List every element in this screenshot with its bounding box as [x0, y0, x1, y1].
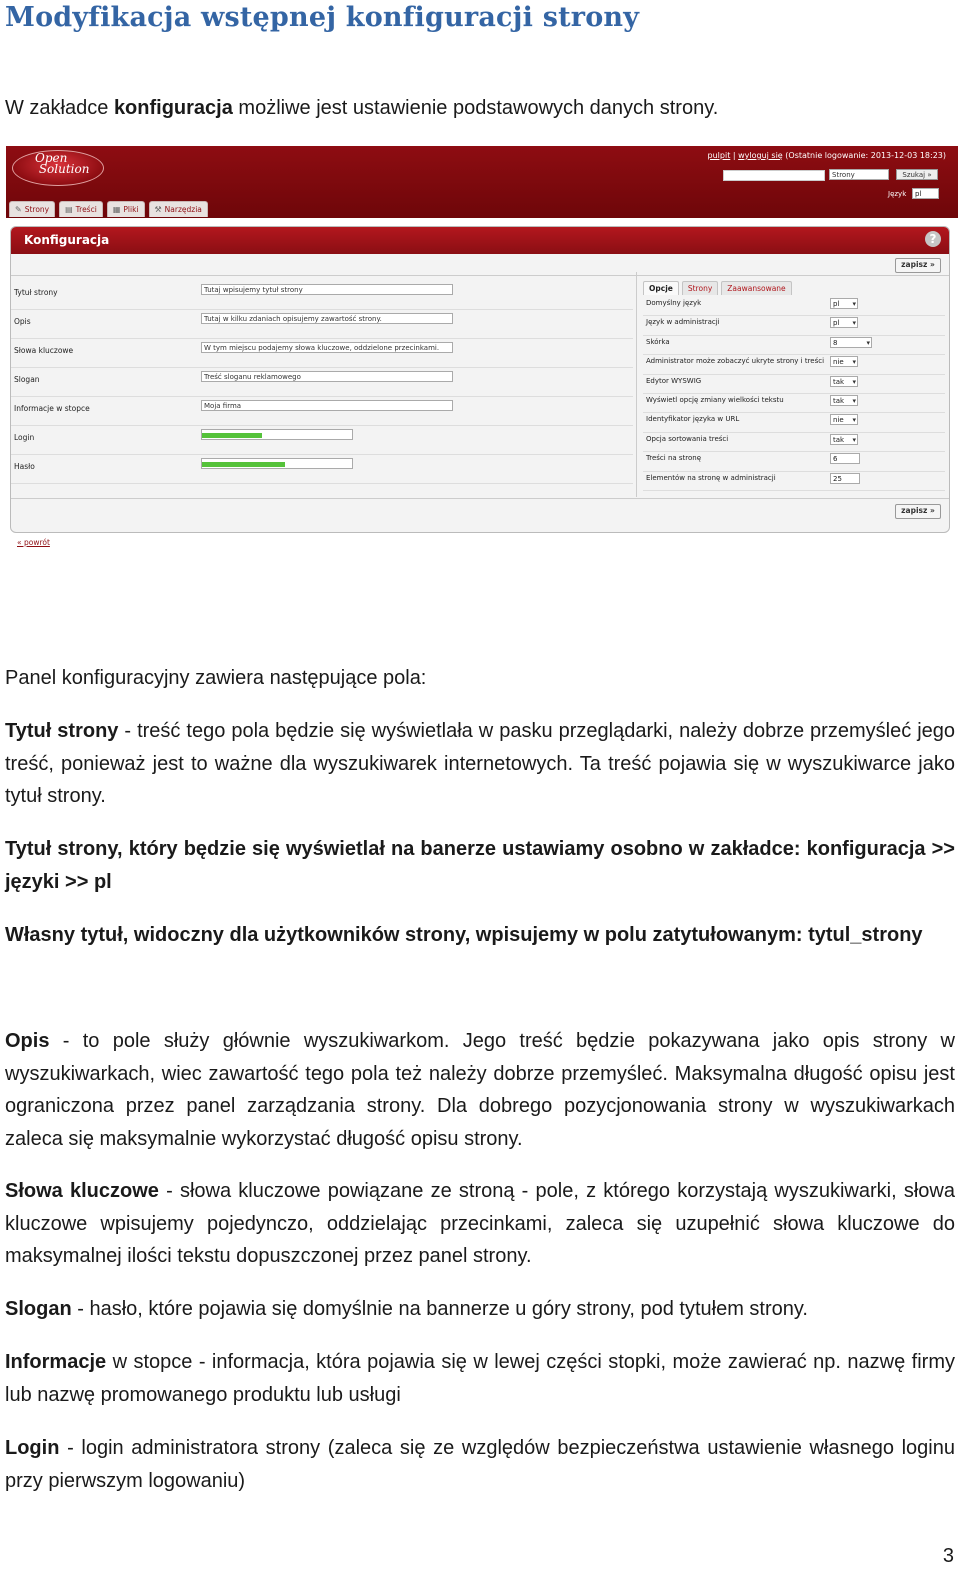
field-row-keywords: Słowa kluczowe W tym miejscu podajemy słowa kluczowe, oddzielone przecinkami.: [11, 339, 633, 368]
option-label: Administrator może zobaczyć ukryte strony i treści: [646, 357, 825, 366]
intro-paragraph: W zakładce konfiguracja możliwe jest ustawienie podstawowych danych strony.: [5, 97, 719, 119]
pencil-icon: ✎: [15, 205, 22, 214]
language-select[interactable]: pl: [912, 188, 939, 199]
option-text-input[interactable]: 25: [830, 473, 860, 484]
field-row-footer-info: Informacje w stopce Moja firma: [11, 397, 633, 426]
footer-info-paragraph: Informacje w stopce - informacja, która pojawia się w lewej części stopki, może zawierać np. nazwę firmy lub nazwę promowanego produktu lub usługi: [5, 1351, 955, 1406]
option-select[interactable]: nie ▾: [830, 356, 858, 367]
document-icon: ▤: [65, 205, 73, 214]
title-paragraph: Tytuł strony - treść tego pola będzie się wyświetlała w pasku przeglądarki, należy dobrze przemyśleć jego treść, ponieważ jest to ważne dla wyszukiwarek internetowych. Ta treść pojawia się w wyszukiwarce jako tytuł strony.: [5, 720, 956, 807]
description-input[interactable]: Tutaj w kilku zdaniach opisujemy zawartość strony.: [201, 313, 453, 324]
option-label: Edytor WYSWIG: [646, 376, 702, 385]
option-row: [643, 393, 945, 413]
option-select[interactable]: tak ▾: [830, 434, 858, 445]
option-label: Język w administracji: [646, 318, 720, 327]
admin-header: [6, 146, 958, 218]
option-row: [643, 354, 945, 374]
option-select[interactable]: pl ▾: [830, 298, 858, 309]
search-input[interactable]: [723, 170, 825, 181]
banner-title-paragraph: Tytuł strony, który będzie się wyświetlał na banerze ustawiamy osobno w zakładce: konfiguracja >> języki >> pl: [5, 838, 955, 893]
search-button[interactable]: Szukaj »: [896, 169, 938, 180]
site-title-input[interactable]: Tutaj wpisujemy tytuł strony: [201, 284, 453, 295]
field-row-slogan: Slogan Treść sloganu reklamowego: [11, 368, 633, 397]
field-row-login: Login: [11, 426, 633, 455]
option-select[interactable]: tak ▾: [830, 376, 858, 387]
option-label: Elementów na stronę w administracji: [646, 473, 776, 482]
option-label: Wyświetl opcję zmiany wielkości tekstu: [646, 396, 784, 404]
tab-pages[interactable]: Strony: [682, 281, 718, 295]
option-row: [643, 471, 945, 491]
option-select[interactable]: pl ▾: [830, 317, 858, 328]
tools-icon: ⚒: [154, 205, 162, 214]
custom-title-paragraph: Własny tytuł, widoczny dla użytkowników strony, wpisujemy w polu zatytułowanym: tytul_strony: [5, 924, 923, 946]
nav-tab-contents[interactable]: ▤ Treści: [59, 201, 103, 217]
divider: [11, 498, 949, 499]
nav-tab-tools[interactable]: ⚒ Narzędzia: [149, 201, 208, 217]
admin-panel-screenshot: [6, 146, 958, 556]
tab-options[interactable]: Opcje: [643, 281, 679, 295]
option-row: [643, 335, 945, 355]
option-label: Skórka: [646, 337, 670, 346]
options-tabs: [643, 281, 792, 295]
back-link[interactable]: « powrót: [17, 538, 50, 547]
option-row: [643, 412, 945, 432]
keywords-input[interactable]: W tym miejscu podajemy słowa kluczowe, oddzielone przecinkami.: [201, 342, 453, 353]
option-label: Identyfikator języka w URL: [646, 415, 740, 424]
footer-info-input[interactable]: Moja firma: [201, 400, 453, 411]
divider: [11, 275, 949, 276]
option-row: [643, 374, 945, 394]
column-divider: [636, 272, 637, 497]
description-paragraph: Opis - to pole służy głównie wyszukiwarkom. Jego treść będzie pokazywana jako opis strony w wyszukiwarkach, wiec zawartość tego pola też należy dobrze przemyśleć. Maksymalna długość opisu jest ograniczona przez panel zarządzania strony. Dla dobrego pozycjonowania strony w wyszukiwarkach zaleca się maksymalnie wykorzystać długość opisu strony.: [5, 1030, 955, 1150]
save-button-top[interactable]: zapisz »: [895, 258, 941, 273]
save-button-bottom[interactable]: zapisz »: [895, 504, 941, 519]
search-scope-select[interactable]: Strony: [829, 169, 889, 180]
option-label: Treści na stronę: [646, 454, 702, 463]
login-input[interactable]: [201, 429, 353, 440]
option-row: [643, 315, 945, 335]
option-label: Opcja sortowania treści: [646, 434, 729, 443]
panel-intro-paragraph: Panel konfiguracyjny zawiera następujące pola:: [5, 667, 427, 689]
dashboard-link[interactable]: pulpit: [707, 151, 731, 160]
slogan-paragraph: Slogan - hasło, które pojawia się domyślnie na bannerze u góry strony, pod tytułem strony.: [5, 1298, 808, 1320]
option-select[interactable]: nie ▾: [830, 414, 858, 425]
panel-title: Konfiguracja: [11, 227, 949, 254]
password-strength-bar: [202, 462, 285, 467]
logout-link[interactable]: wyloguj się: [738, 151, 783, 160]
field-row-password: Hasło: [11, 455, 633, 484]
option-select[interactable]: tak ▾: [830, 395, 858, 406]
open-solution-logo: Open Solution: [12, 150, 104, 186]
help-icon[interactable]: ?: [925, 231, 941, 247]
login-strength-bar: [202, 433, 262, 438]
main-nav: [9, 201, 208, 217]
nav-tab-pages[interactable]: ✎ Strony: [9, 201, 55, 217]
option-row: [643, 296, 945, 316]
login-paragraph: Login - login administratora strony (zaleca się ze względów bezpieczeństwa ustawienie własnego loginu przy pierwszym logowaniu): [5, 1437, 955, 1492]
password-input[interactable]: [201, 458, 353, 469]
configuration-panel: [10, 226, 950, 533]
user-status-line: pulpit | wyloguj się (Ostatnie logowanie: 2013-12-03 18:23): [707, 151, 946, 160]
keywords-paragraph: Słowa kluczowe - słowa kluczowe powiązane ze stroną - pole, z którego korzystają wyszukiwarki, słowa kluczowe wpisujemy pojedynczo, oddzielając przecinkami, zaleca się uzupełnić słowa kluczowe do maksymalnej ilości tekstu dopuszczonej przez panel strony.: [5, 1180, 955, 1267]
nav-tab-files[interactable]: ▦ Pliki: [107, 201, 145, 217]
page-number: 3: [942, 1545, 954, 1567]
language-label: Język: [888, 190, 907, 198]
option-text-input[interactable]: 6: [830, 453, 860, 464]
tab-advanced[interactable]: Zaawansowane: [721, 281, 791, 295]
option-row: [643, 432, 945, 452]
field-row-description: Opis Tutaj w kilku zdaniach opisujemy zawartość strony.: [11, 310, 633, 339]
option-label: Domyślny język: [646, 299, 702, 307]
option-select[interactable]: 8 ▾: [830, 337, 872, 348]
field-row-title: Tytuł strony Tutaj wpisujemy tytuł strony: [11, 281, 633, 310]
files-icon: ▦: [112, 205, 121, 214]
option-row: [643, 451, 945, 471]
slogan-input[interactable]: Treść sloganu reklamowego: [201, 371, 453, 382]
document-title: Modyfikacja wstępnej konfiguracji strony: [5, 2, 640, 33]
